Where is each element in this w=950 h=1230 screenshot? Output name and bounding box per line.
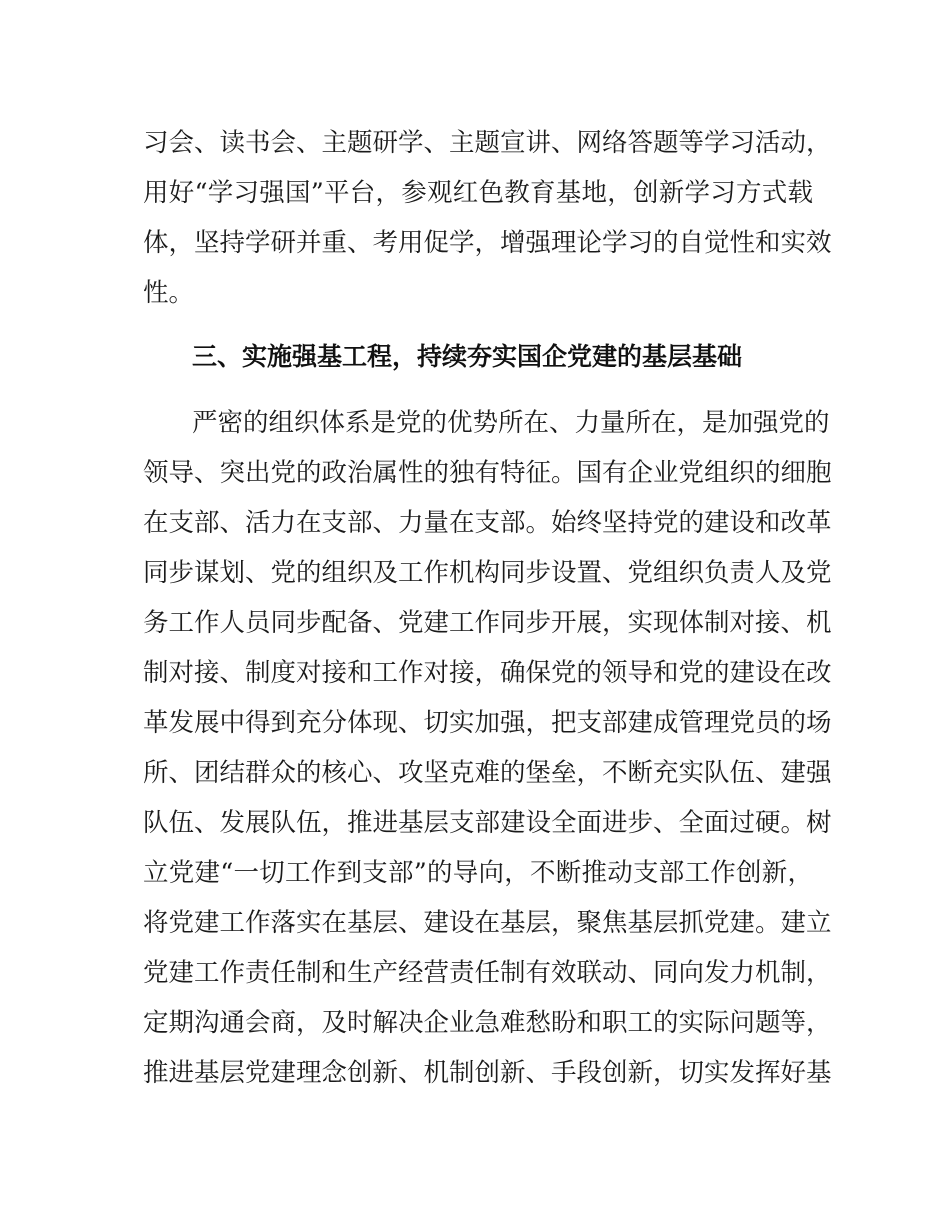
paragraph-1-line-1: 习会、读书会、主题研学、主题宣讲、网络答题等学习活动， (143, 128, 832, 158)
paragraph-2-line-11: 将党建工作落实在基层、建设在基层，聚焦基层抓党建。建立 (143, 908, 832, 938)
paragraph-2-line-3: 在支部、活力在支部、力量在支部。始终坚持党的建设和改革 (143, 508, 832, 538)
paragraph-2-line-12: 党建工作责任制和生产经营责任制有效联动、同向发力机制， (143, 958, 832, 988)
paragraph-1-line-2: 用好“学习强国”平台，参观红色教育基地，创新学习方式载 (143, 178, 813, 208)
paragraph-2-line-9: 队伍、发展队伍，推进基层支部建设全面进步、全面过硬。树 (143, 808, 832, 838)
paragraph-2-line-14: 推进基层党建理念创新、机制创新、手段创新，切实发挥好基 (143, 1058, 832, 1088)
paragraph-2-line-4: 同步谋划、党的组织及工作机构同步设置、党组织负责人及党 (143, 558, 832, 588)
section-heading: 三、实施强基工程，持续夯实国企党建的基层基础 (192, 342, 743, 371)
paragraph-2-line-13: 定期沟通会商，及时解决企业急难愁盼和职工的实际问题等， (143, 1008, 832, 1038)
paragraph-2-line-7: 革发展中得到充分体现、切实加强，把支部建成管理党员的场 (143, 708, 832, 738)
paragraph-2-line-5: 务工作人员同步配备、党建工作同步开展，实现体制对接、机 (143, 608, 832, 638)
paragraph-2-line-10: 立党建“一切工作到支部”的导向，不断推动支部工作创新， (143, 858, 813, 888)
paragraph-1-line-4: 性。 (143, 278, 195, 308)
paragraph-2-line-6: 制对接、制度对接和工作对接，确保党的领导和党的建设在改 (143, 658, 832, 688)
paragraph-1-line-3: 体，坚持学研并重、考用促学，增强理论学习的自觉性和实效 (143, 228, 832, 258)
paragraph-2-line-1: 严密的组织体系是党的优势所在、力量所在，是加强党的 (192, 408, 830, 438)
paragraph-2-line-2: 领导、突出党的政治属性的独有特征。国有企业党组织的细胞 (143, 458, 832, 488)
paragraph-2-line-8: 所、团结群众的核心、攻坚克难的堡垒，不断充实队伍、建强 (143, 758, 832, 788)
